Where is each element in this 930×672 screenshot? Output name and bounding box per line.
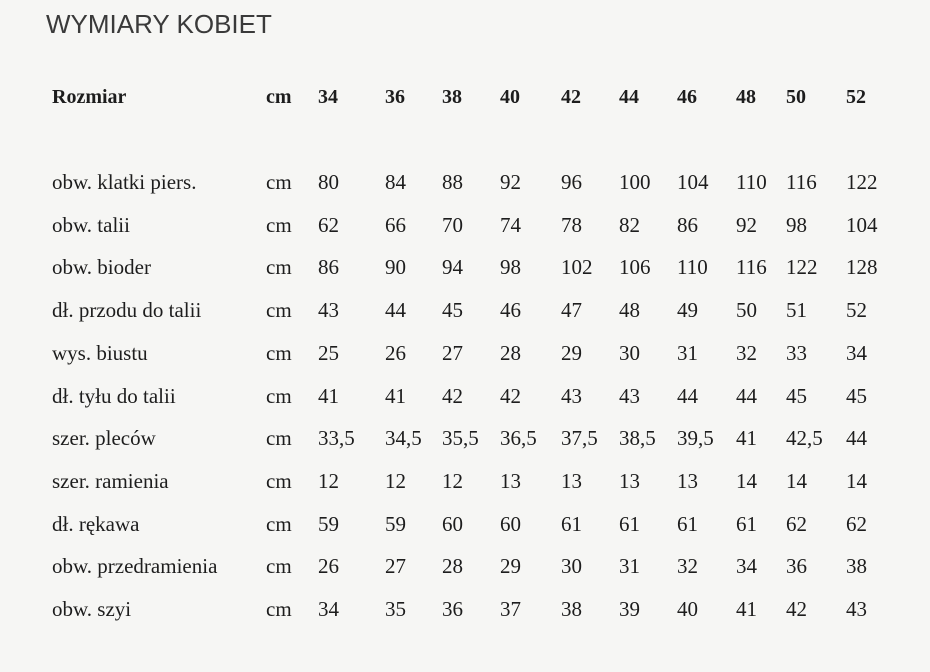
row-unit: cm	[266, 512, 292, 536]
table-cell: 35	[385, 597, 406, 621]
table-cell: 80	[318, 170, 339, 194]
table-cell: 88	[442, 170, 463, 194]
table-cell: 98	[500, 255, 521, 279]
table-cell: 29	[500, 554, 521, 578]
table-cell: 34	[318, 597, 339, 621]
table-cell: 28	[442, 554, 463, 578]
table-cell: 59	[318, 512, 339, 536]
table-cell: 48	[619, 298, 640, 322]
table-cell: 39,5	[677, 426, 714, 450]
header-size: 38	[442, 86, 462, 108]
table-cell: 60	[500, 512, 521, 536]
table-cell: 45	[846, 384, 867, 408]
table-cell: 92	[736, 213, 757, 237]
table-cell: 84	[385, 170, 406, 194]
row-unit: cm	[266, 341, 292, 365]
table-cell: 52	[846, 298, 867, 322]
table-cell: 46	[500, 298, 521, 322]
row-label: szer. ramienia	[52, 469, 169, 493]
table-cell: 61	[561, 512, 582, 536]
table-cell: 37,5	[561, 426, 598, 450]
table-cell: 74	[500, 213, 521, 237]
table-cell: 44	[677, 384, 698, 408]
table-cell: 38	[561, 597, 582, 621]
table-cell: 41	[385, 384, 406, 408]
table-cell: 14	[786, 469, 807, 493]
row-label: obw. szyi	[52, 597, 132, 621]
table-cell: 70	[442, 213, 463, 237]
table-cell: 41	[736, 426, 757, 450]
row-label: dł. przodu do talii	[52, 298, 202, 322]
row-unit: cm	[266, 255, 292, 279]
table-cell: 38	[846, 554, 867, 578]
row-unit: cm	[266, 554, 292, 578]
table-cell: 28	[500, 341, 521, 365]
table-cell: 92	[500, 170, 521, 194]
table-cell: 61	[677, 512, 698, 536]
table-cell: 34,5	[385, 426, 422, 450]
table-cell: 32	[736, 341, 757, 365]
table-cell: 104	[846, 213, 878, 237]
header-size: 52	[846, 86, 866, 108]
table-cell: 61	[619, 512, 640, 536]
header-size: 50	[786, 86, 806, 108]
table-cell: 34	[846, 341, 867, 365]
table-cell: 27	[442, 341, 463, 365]
header-size: 46	[677, 86, 697, 108]
row-label: szer. pleców	[52, 426, 156, 450]
table-cell: 116	[736, 255, 767, 279]
table-cell: 25	[318, 341, 339, 365]
table-cell: 45	[442, 298, 463, 322]
table-cell: 42,5	[786, 426, 823, 450]
table-cell: 62	[318, 213, 339, 237]
row-unit: cm	[266, 426, 292, 450]
table-cell: 43	[318, 298, 339, 322]
table-cell: 36	[786, 554, 807, 578]
header-size: 40	[500, 86, 520, 108]
table-cell: 29	[561, 341, 582, 365]
table-cell: 45	[786, 384, 807, 408]
header-size: 48	[736, 86, 756, 108]
row-label: wys. biustu	[52, 341, 148, 365]
table-cell: 42	[500, 384, 521, 408]
table-cell: 30	[561, 554, 582, 578]
table-cell: 37	[500, 597, 521, 621]
table-cell: 36,5	[500, 426, 537, 450]
row-unit: cm	[266, 298, 292, 322]
header-size: 44	[619, 86, 639, 108]
table-cell: 116	[786, 170, 817, 194]
table-cell: 61	[736, 512, 757, 536]
header-label: Rozmiar	[52, 86, 127, 108]
table-cell: 98	[786, 213, 807, 237]
table-cell: 122	[786, 255, 818, 279]
table-cell: 12	[318, 469, 339, 493]
table-cell: 31	[677, 341, 698, 365]
table-cell: 13	[500, 469, 521, 493]
table-cell: 102	[561, 255, 593, 279]
row-unit: cm	[266, 597, 292, 621]
table-cell: 39	[619, 597, 640, 621]
table-cell: 14	[736, 469, 757, 493]
table-cell: 12	[385, 469, 406, 493]
table-cell: 104	[677, 170, 709, 194]
table-cell: 13	[677, 469, 698, 493]
table-cell: 34	[736, 554, 757, 578]
table-cell: 44	[736, 384, 757, 408]
table-cell: 42	[786, 597, 807, 621]
table-cell: 36	[442, 597, 463, 621]
table-cell: 86	[318, 255, 339, 279]
table-cell: 100	[619, 170, 651, 194]
header-size: 36	[385, 86, 405, 108]
table-cell: 42	[442, 384, 463, 408]
table-cell: 86	[677, 213, 698, 237]
table-cell: 38,5	[619, 426, 656, 450]
table-cell: 47	[561, 298, 582, 322]
row-label: obw. bioder	[52, 255, 151, 279]
table-cell: 43	[561, 384, 582, 408]
row-label: obw. przedramienia	[52, 554, 218, 578]
table-cell: 33,5	[318, 426, 355, 450]
table-cell: 110	[677, 255, 708, 279]
table-cell: 13	[619, 469, 640, 493]
header-unit: cm	[266, 86, 292, 108]
table-cell: 44	[846, 426, 867, 450]
row-label: obw. talii	[52, 213, 130, 237]
table-cell: 96	[561, 170, 582, 194]
table-cell: 66	[385, 213, 406, 237]
row-unit: cm	[266, 469, 292, 493]
row-unit: cm	[266, 170, 292, 194]
table-cell: 26	[318, 554, 339, 578]
table-cell: 90	[385, 255, 406, 279]
row-label: dł. tyłu do talii	[52, 384, 176, 408]
table-cell: 122	[846, 170, 878, 194]
table-cell: 78	[561, 213, 582, 237]
header-size: 42	[561, 86, 581, 108]
row-unit: cm	[266, 213, 292, 237]
table-cell: 59	[385, 512, 406, 536]
table-cell: 27	[385, 554, 406, 578]
row-unit: cm	[266, 384, 292, 408]
table-cell: 44	[385, 298, 406, 322]
table-cell: 32	[677, 554, 698, 578]
table-cell: 41	[736, 597, 757, 621]
table-cell: 13	[561, 469, 582, 493]
table-cell: 12	[442, 469, 463, 493]
table-cell: 62	[786, 512, 807, 536]
table-cell: 49	[677, 298, 698, 322]
table-cell: 43	[619, 384, 640, 408]
table-cell: 60	[442, 512, 463, 536]
table-cell: 82	[619, 213, 640, 237]
table-cell: 94	[442, 255, 463, 279]
table-cell: 30	[619, 341, 640, 365]
table-cell: 50	[736, 298, 757, 322]
table-cell: 43	[846, 597, 867, 621]
table-cell: 40	[677, 597, 698, 621]
table-cell: 51	[786, 298, 807, 322]
table-cell: 14	[846, 469, 867, 493]
table-cell: 41	[318, 384, 339, 408]
table-cell: 33	[786, 341, 807, 365]
table-cell: 31	[619, 554, 640, 578]
table-cell: 128	[846, 255, 878, 279]
page-title: WYMIARY KOBIET	[46, 9, 272, 39]
table-cell: 35,5	[442, 426, 479, 450]
row-label: obw. klatki piers.	[52, 170, 197, 194]
header-size: 34	[318, 86, 338, 108]
row-label: dł. rękawa	[52, 512, 140, 536]
table-cell: 62	[846, 512, 867, 536]
table-cell: 110	[736, 170, 767, 194]
table-cell: 106	[619, 255, 651, 279]
table-cell: 26	[385, 341, 406, 365]
